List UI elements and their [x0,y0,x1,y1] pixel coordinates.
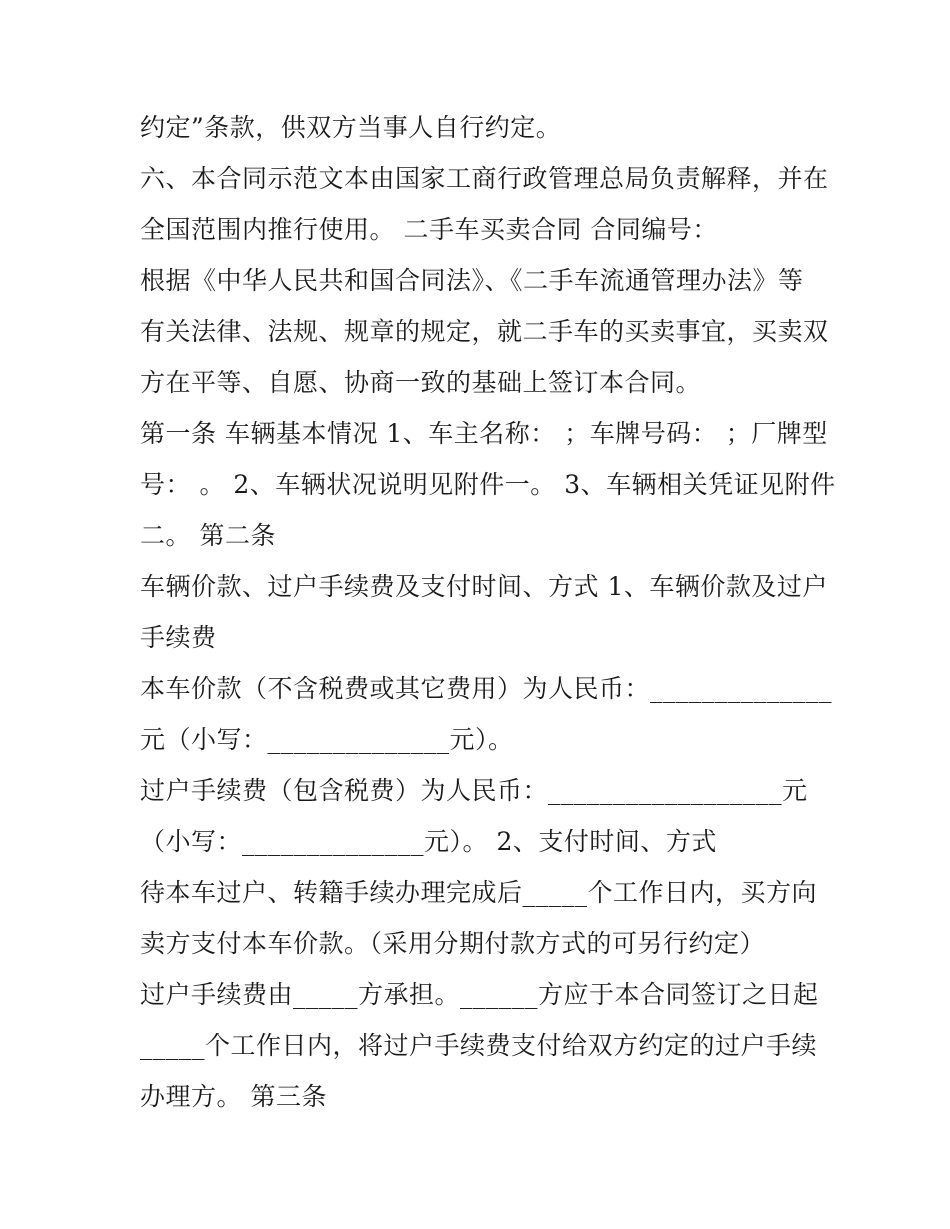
paragraph-line: 元（小写：______________元）。 [140,725,514,754]
paragraph-line: 过户手续费由_____方承担。______方应于本合同签订之日起 [140,980,819,1009]
paragraph-line: _____个工作日内，将过户手续费支付给双方约定的过户手续 [140,1031,818,1060]
paragraph-line: 全国范围内推行使用。 二手车买卖合同 合同编号： [140,215,718,244]
paragraph-line: 根据《中华人民共和国合同法》、《二手车流通管理办法》等 [140,266,804,295]
paragraph-line: 方在平等、自愿、协商一致的基础上签订本合同。 [140,368,702,397]
paragraph-line: 本车价款（不含税费或其它费用）为人民币：______________ [140,674,833,703]
paragraph-line: 办理方。 第三条 [140,1082,327,1111]
paragraph-line: 手续费 [140,623,217,652]
paragraph-line: 过户手续费（包含税费）为人民币：__________________元 [140,776,808,805]
paragraph-line: 六、本合同示范文本由国家工商行政管理总局负责解释，并在 [140,164,829,193]
paragraph-line: 有关法律、法规、规章的规定，就二手车的买卖事宜，买卖双 [140,317,829,346]
paragraph-line: 二。 第二条 [140,521,276,550]
paragraph-line: 约定”条款，供双方当事人自行约定。 [140,113,562,142]
paragraph-line: 第一条 车辆基本情况 1、车主名称： ；车牌号码： ；厂牌型 [140,419,828,448]
paragraph-line: 卖方支付本车价款。（采用分期付款方式的可另行约定） [140,929,766,958]
paragraph-line: 待本车过户、转籍手续办理完成后_____个工作日内，买方向 [140,878,818,907]
paragraph-line: 车辆价款、过户手续费及支付时间、方式 1、车辆价款及过户 [140,572,828,601]
paragraph-line: （小写：______________元）。 2、支付时间、方式 [140,827,717,856]
paragraph-line: 号： 。 2、车辆状况说明见附件一。 3、车辆相关凭证见附件 [140,470,836,499]
